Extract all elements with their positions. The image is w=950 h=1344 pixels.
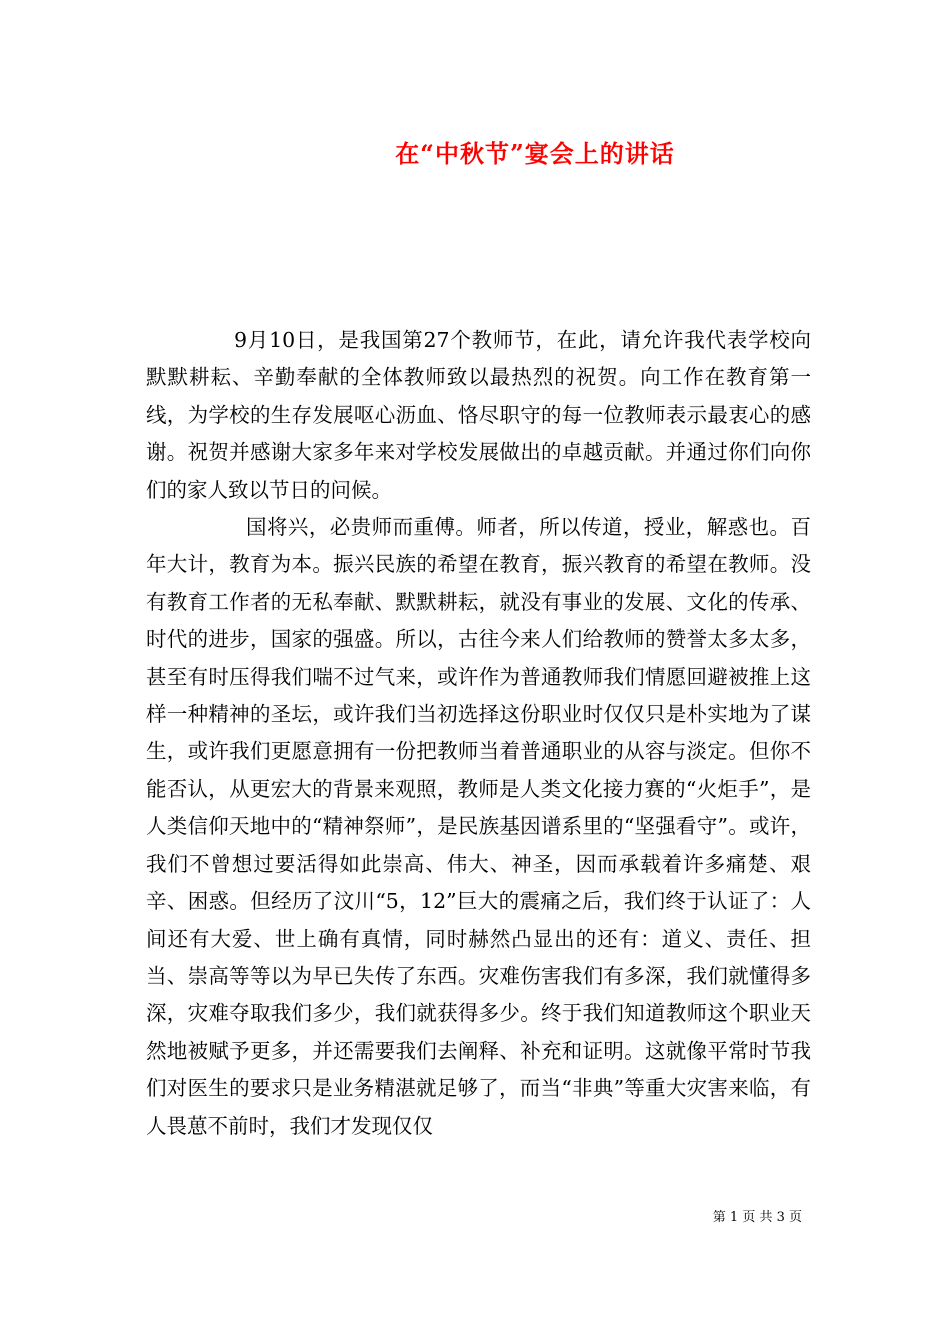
body-text [146,322,811,1145]
page-title: 在“中秋节”宴会上的讲话 [395,139,675,168]
paragraph-1: 9月10日，是我国第27个教师节，在此，请允许我代表学校向默默耕耘、辛勤奉献的全体教师致以最热烈的祝贺。向工作在教育第一线，为学校的生存发展呕心沥血、恪尽职守的每一位教师表示最衷心的感谢。祝贺并感谢大家多年来对学校发展做出的卓越贡献。并通过你们向你们的家人致以节日的问候。 [146,328,811,502]
paragraph-2: 国将兴，必贵师而重傅。师者，所以传道，授业，解惑也。百年大计，教育为本。振兴民族的希望在教育，振兴教育的希望在教师。没有教育工作者的无私奉献、默默耕耘，就没有事业的发展、文化的传承、时代的进步，国家的强盛。所以，古往今来人们给教师的赞誉太多太多，甚至有时压得我们喘不过气来，或许作为普通教师我们情愿回避被推上这样一种精神的圣坛，或许我们当初选择这份职业时仅仅只是朴实地为了谋生，或许我们更愿意拥有一份把教师当着普通职业的从容与淡定。但你不能否认，从更宏大的背景来观照，教师是人类文化接力赛的“火炬手”，是人类信仰天地中的“精神祭师”，是民族基因谱系里的“坚强看守”。或许，我们不曾想过要活得如此崇高、伟大、神圣，因而承载着许多痛楚、艰辛、困惑。但经历了汶川“5，12”巨大的震痛之后，我们终于认证了：人间还有大爱、世上确有真情，同时赫然凸显出的还有：道义、责任、担当、崇高等等以为早已失传了东西。灾难伤害我们有多深，我们就懂得多深，灾难夺取我们多少，我们就获得多少。终于我们知道教师这个职业天然地被赋予更多，并还需要我们去阐释、补充和证明。这就像平常时节我们对医生的要求只是业务精湛就足够了，而当“非典”等重大灾害来临，有人畏葸不前时，我们才发现仅仅 [146,515,811,1138]
page-footer: 第 1 页 共 3 页 [712,1210,802,1225]
